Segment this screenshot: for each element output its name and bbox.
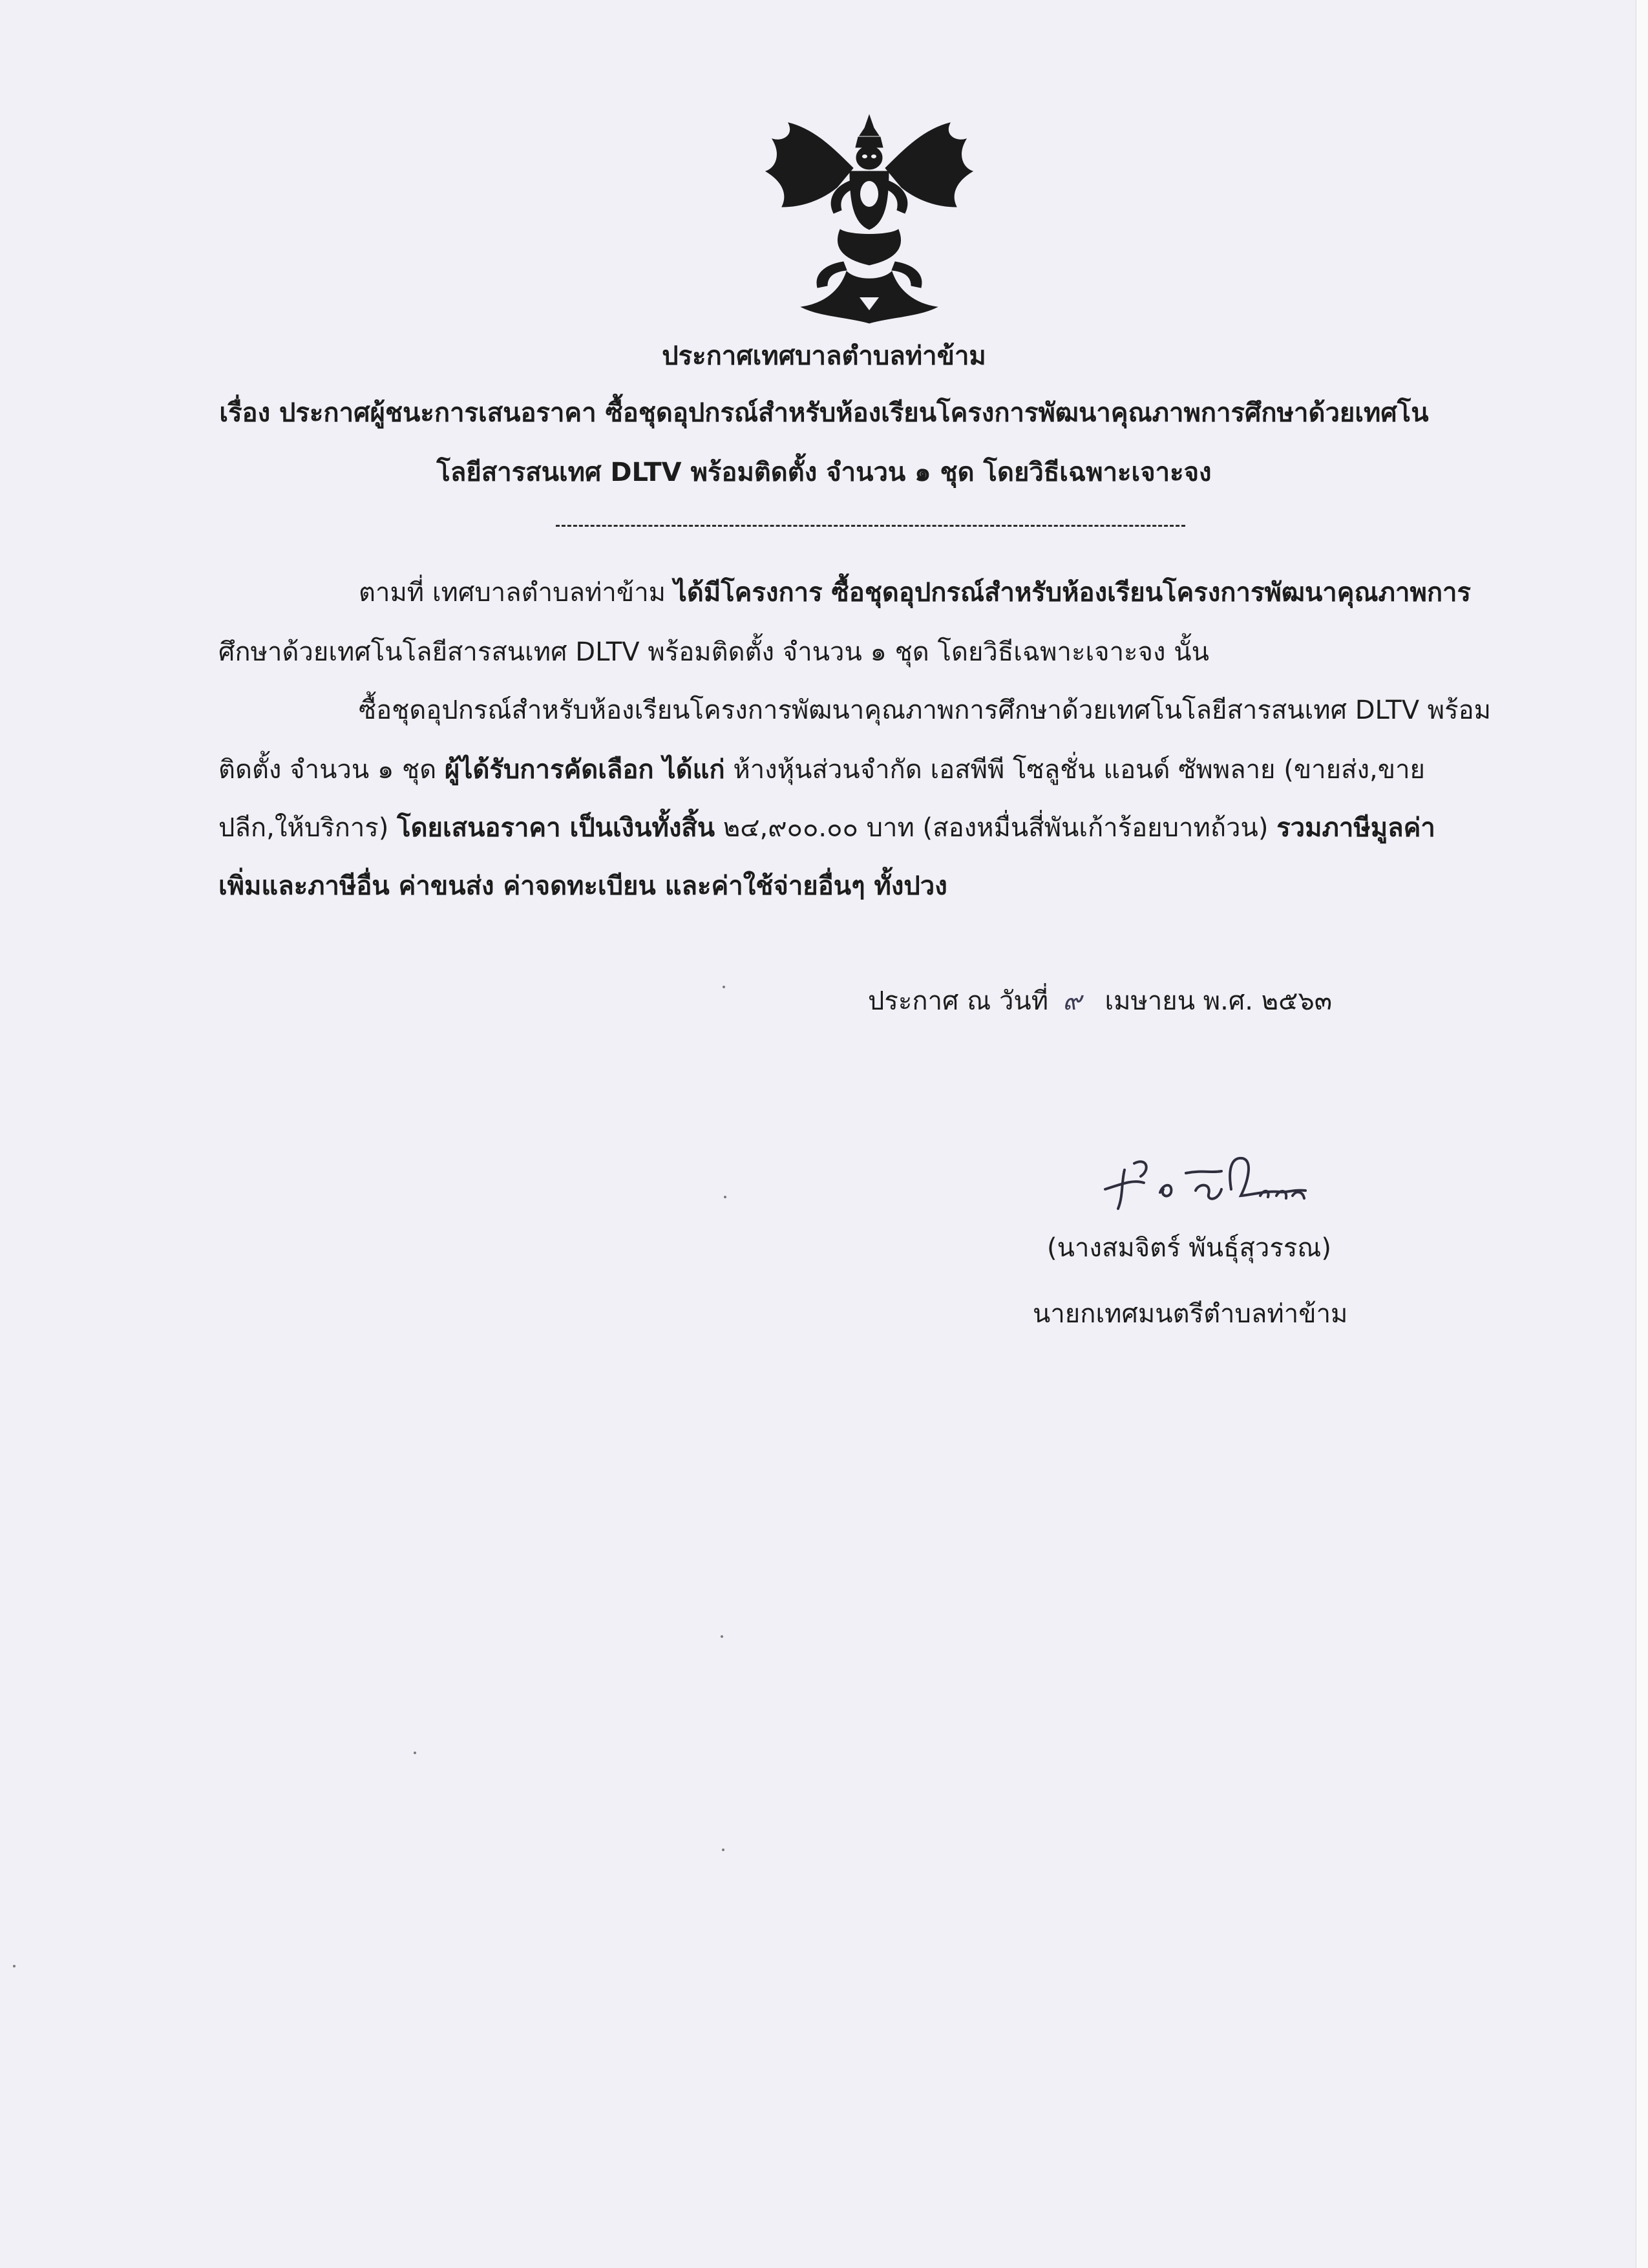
paragraph-1-line-1 — [359, 571, 1471, 613]
scan-speck — [414, 1752, 416, 1754]
paragraph-2-line-2 — [218, 748, 1425, 790]
garuda-emblem-icon — [763, 110, 976, 330]
scan-speck — [722, 1849, 724, 1851]
scan-speck — [13, 1965, 16, 1967]
scan-speck — [721, 1635, 723, 1638]
paragraph-2-line-3-part-c: ๒๔,๙๐๐.๐๐ บาท (สองหมื่นสี่พันเก้าร้อยบาทถ้วน) — [715, 813, 1277, 843]
paragraph-1-line-1-part-b: ได้มีโครงการ ซื้อชุดอุปกรณ์สำหรับห้องเรียนโครงการพัฒนาคุณภาพการ — [673, 578, 1471, 608]
announcement-date — [868, 980, 1332, 1021]
date-month-year: เมษายน พ.ศ. ๒๕๖๓ — [1104, 986, 1333, 1016]
signatory-name: (นางสมจิตร์ พันธุ์สุวรรณ) — [1047, 1233, 1332, 1263]
scan-speck — [724, 1196, 726, 1198]
header-divider — [556, 525, 1185, 527]
paragraph-2-line-3-part-d: รวมภาษีมูลค่า — [1276, 813, 1435, 843]
paragraph-2-line-3-part-a: ปลีก,ให้บริการ) — [218, 813, 397, 843]
signatory-title: นายกเทศมนตรีตำบลท่าข้าม — [1033, 1299, 1348, 1329]
date-day-handwritten: ๙ — [1062, 986, 1082, 1016]
announcement-subject-line-1: เรื่อง ประกาศผู้ชนะการเสนอราคา ซื้อชุดอุปกรณ์สำหรับห้องเรียนโครงการพัฒนาคุณภาพการศึกษาด้วยเทศโน — [219, 398, 1429, 428]
scan-speck — [723, 986, 725, 988]
paragraph-2-line-4: เพิ่มและภาษีอื่น ค่าขนส่ง ค่าจดทะเบียน และค่าใช้จ่ายอื่นๆ ทั้งปวง — [218, 871, 947, 901]
paragraph-2-line-3 — [218, 807, 1435, 848]
paragraph-1-line-1-part-a: ตามที่ เทศบาลตำบลท่าข้าม — [359, 578, 674, 608]
date-prefix: ประกาศ ณ วันที่ — [868, 986, 1049, 1016]
paragraph-2-line-2-part-c: ห้างหุ้นส่วนจำกัด เอสพีพี โซลูชั่น แอนด์ ซัพพลาย (ขายส่ง,ขาย — [724, 755, 1425, 785]
paragraph-2-line-2-part-a: ติดตั้ง จำนวน ๑ ชุด — [218, 755, 445, 785]
paragraph-2-line-1: ซื้อชุดอุปกรณ์สำหรับห้องเรียนโครงการพัฒนาคุณภาพการศึกษาด้วยเทศโนโลยีสารสนเทศ DLTV พร้อม — [359, 695, 1492, 725]
announcement-subject-line-2: โลยีสารสนเทศ DLTV พร้อมติดตั้ง จำนวน ๑ ชุด โดยวิธีเฉพาะเจาะจง — [436, 458, 1212, 487]
announcement-org-title: ประกาศเทศบาลตำบลท่าข้าม — [662, 341, 986, 371]
paragraph-1-line-2: ศึกษาด้วยเทศโนโลยีสารสนเทศ DLTV พร้อมติดตั้ง จำนวน ๑ ชุด โดยวิธีเฉพาะเจาะจง นั้น — [218, 637, 1209, 667]
handwritten-signature — [1099, 1144, 1318, 1228]
paragraph-2-line-2-part-b: ผู้ได้รับการคัดเลือก ได้แก่ — [444, 755, 725, 785]
paragraph-2-line-3-part-b: โดยเสนอราคา เป็นเงินทั้งสิ้น — [397, 813, 715, 843]
